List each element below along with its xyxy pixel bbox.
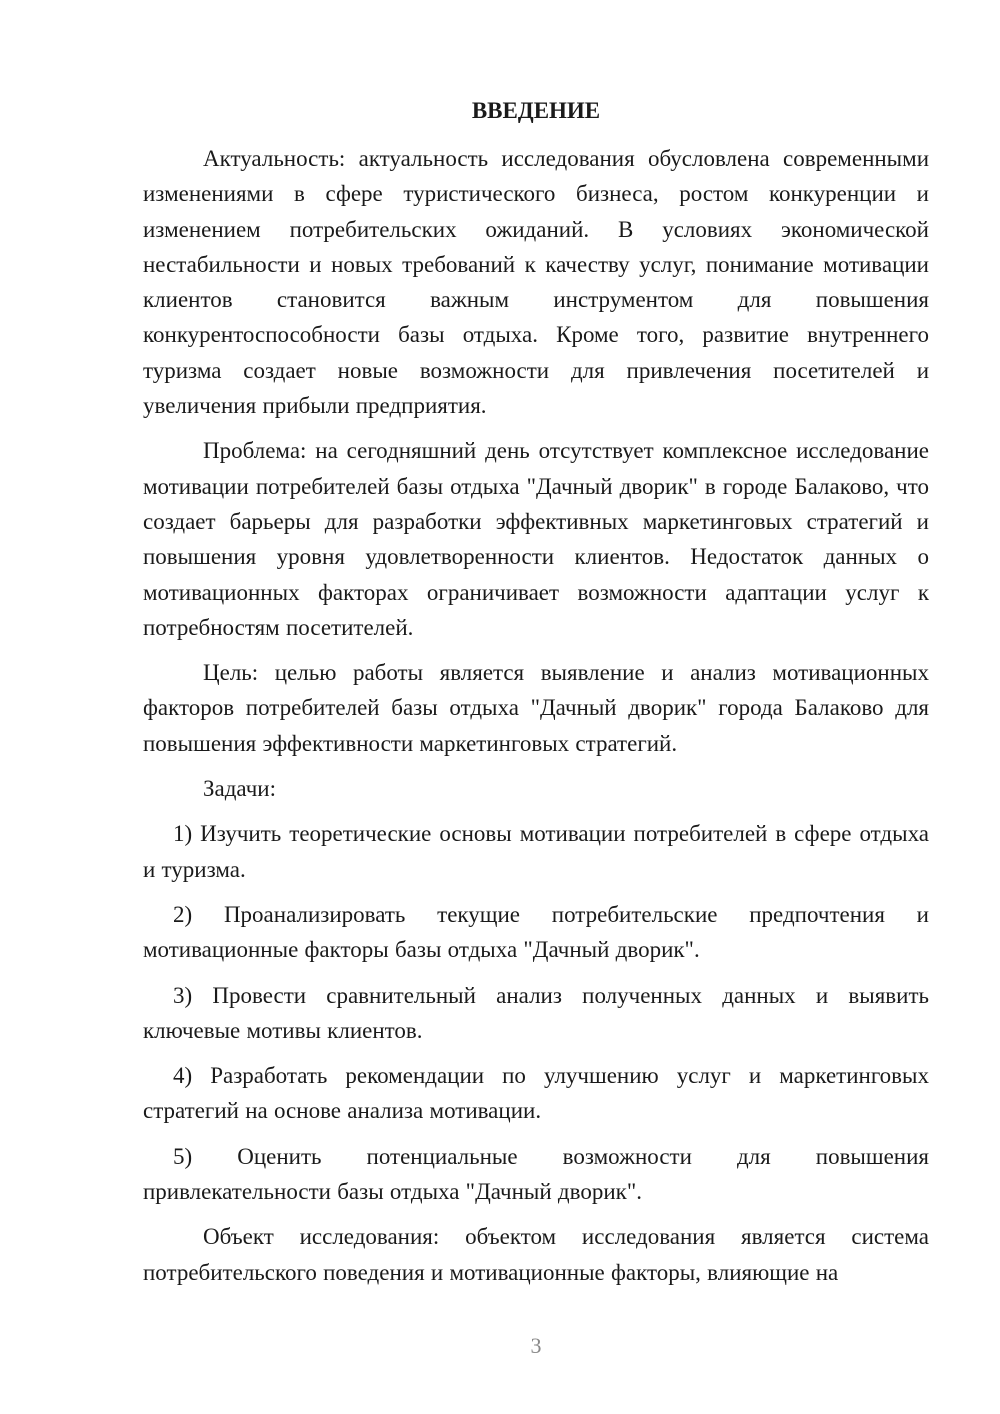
paragraph-object: Объект исследования: объектом исследования является система потребительского поведения и мотивационные факторы, влияющие на <box>143 1224 929 1285</box>
paragraph-goal: Цель: целью работы является выявление и анализ мотивационных факторов потребителей базы отдыха "Дачный дворик" города Балаково для повышения эффективности маркетинговых стратегий. <box>143 660 929 756</box>
section-heading: ВВЕДЕНИЕ <box>471 98 601 123</box>
task-item: 4) Разработать рекомендации по улучшению услуг и маркетинговых стратегий на основе анализа мотивации. <box>143 1063 929 1124</box>
paragraph-problem: Проблема: на сегодняшний день отсутствует комплексное исследование мотивации потребителей базы отдыха "Дачный дворик" в городе Балаково, что создает барьеры для разработки эффективных маркетинговых стратегий и повышения уровня удовлетворенности клиентов. Недостаток данных о мотивационных факторах ограничивает возможности адаптации услуг к потребностям посетителей. <box>143 438 929 640</box>
task-item: 1) Изучить теоретические основы мотивации потребителей в сфере отдыха и туризма. <box>143 821 929 882</box>
tasks-label: Задачи: <box>203 776 276 802</box>
task-item: 5) Оценить потенциальные возможности для повышения привлекательности базы отдыха "Дачный дворик". <box>143 1143 929 1205</box>
page-content <box>143 93 929 1300</box>
task-item: 3) Провести сравнительный анализ полученных данных и выявить ключевые мотивы клиентов. <box>143 982 929 1043</box>
task-item: 2) Проанализировать текущие потребительские предпочтения и мотивационные факторы базы отдыха "Дачный дворик". <box>143 901 929 963</box>
paragraph-relevance: Актуальность: актуальность исследования обусловлена современными изменениями в сфере туристического бизнеса, ростом конкуренции и изменением потребительских ожиданий. В условиях экономической нестабильности и новых требований к качеству услуг, понимание мотивации клиентов становится важным инструментом для повышения конкурентоспособности базы отдыха. Кроме того, развитие внутреннего туризма создает новые возможности для привлечения посетителей и увеличения прибыли предприятия. <box>143 146 929 419</box>
page-number: 3 <box>530 1333 542 1358</box>
